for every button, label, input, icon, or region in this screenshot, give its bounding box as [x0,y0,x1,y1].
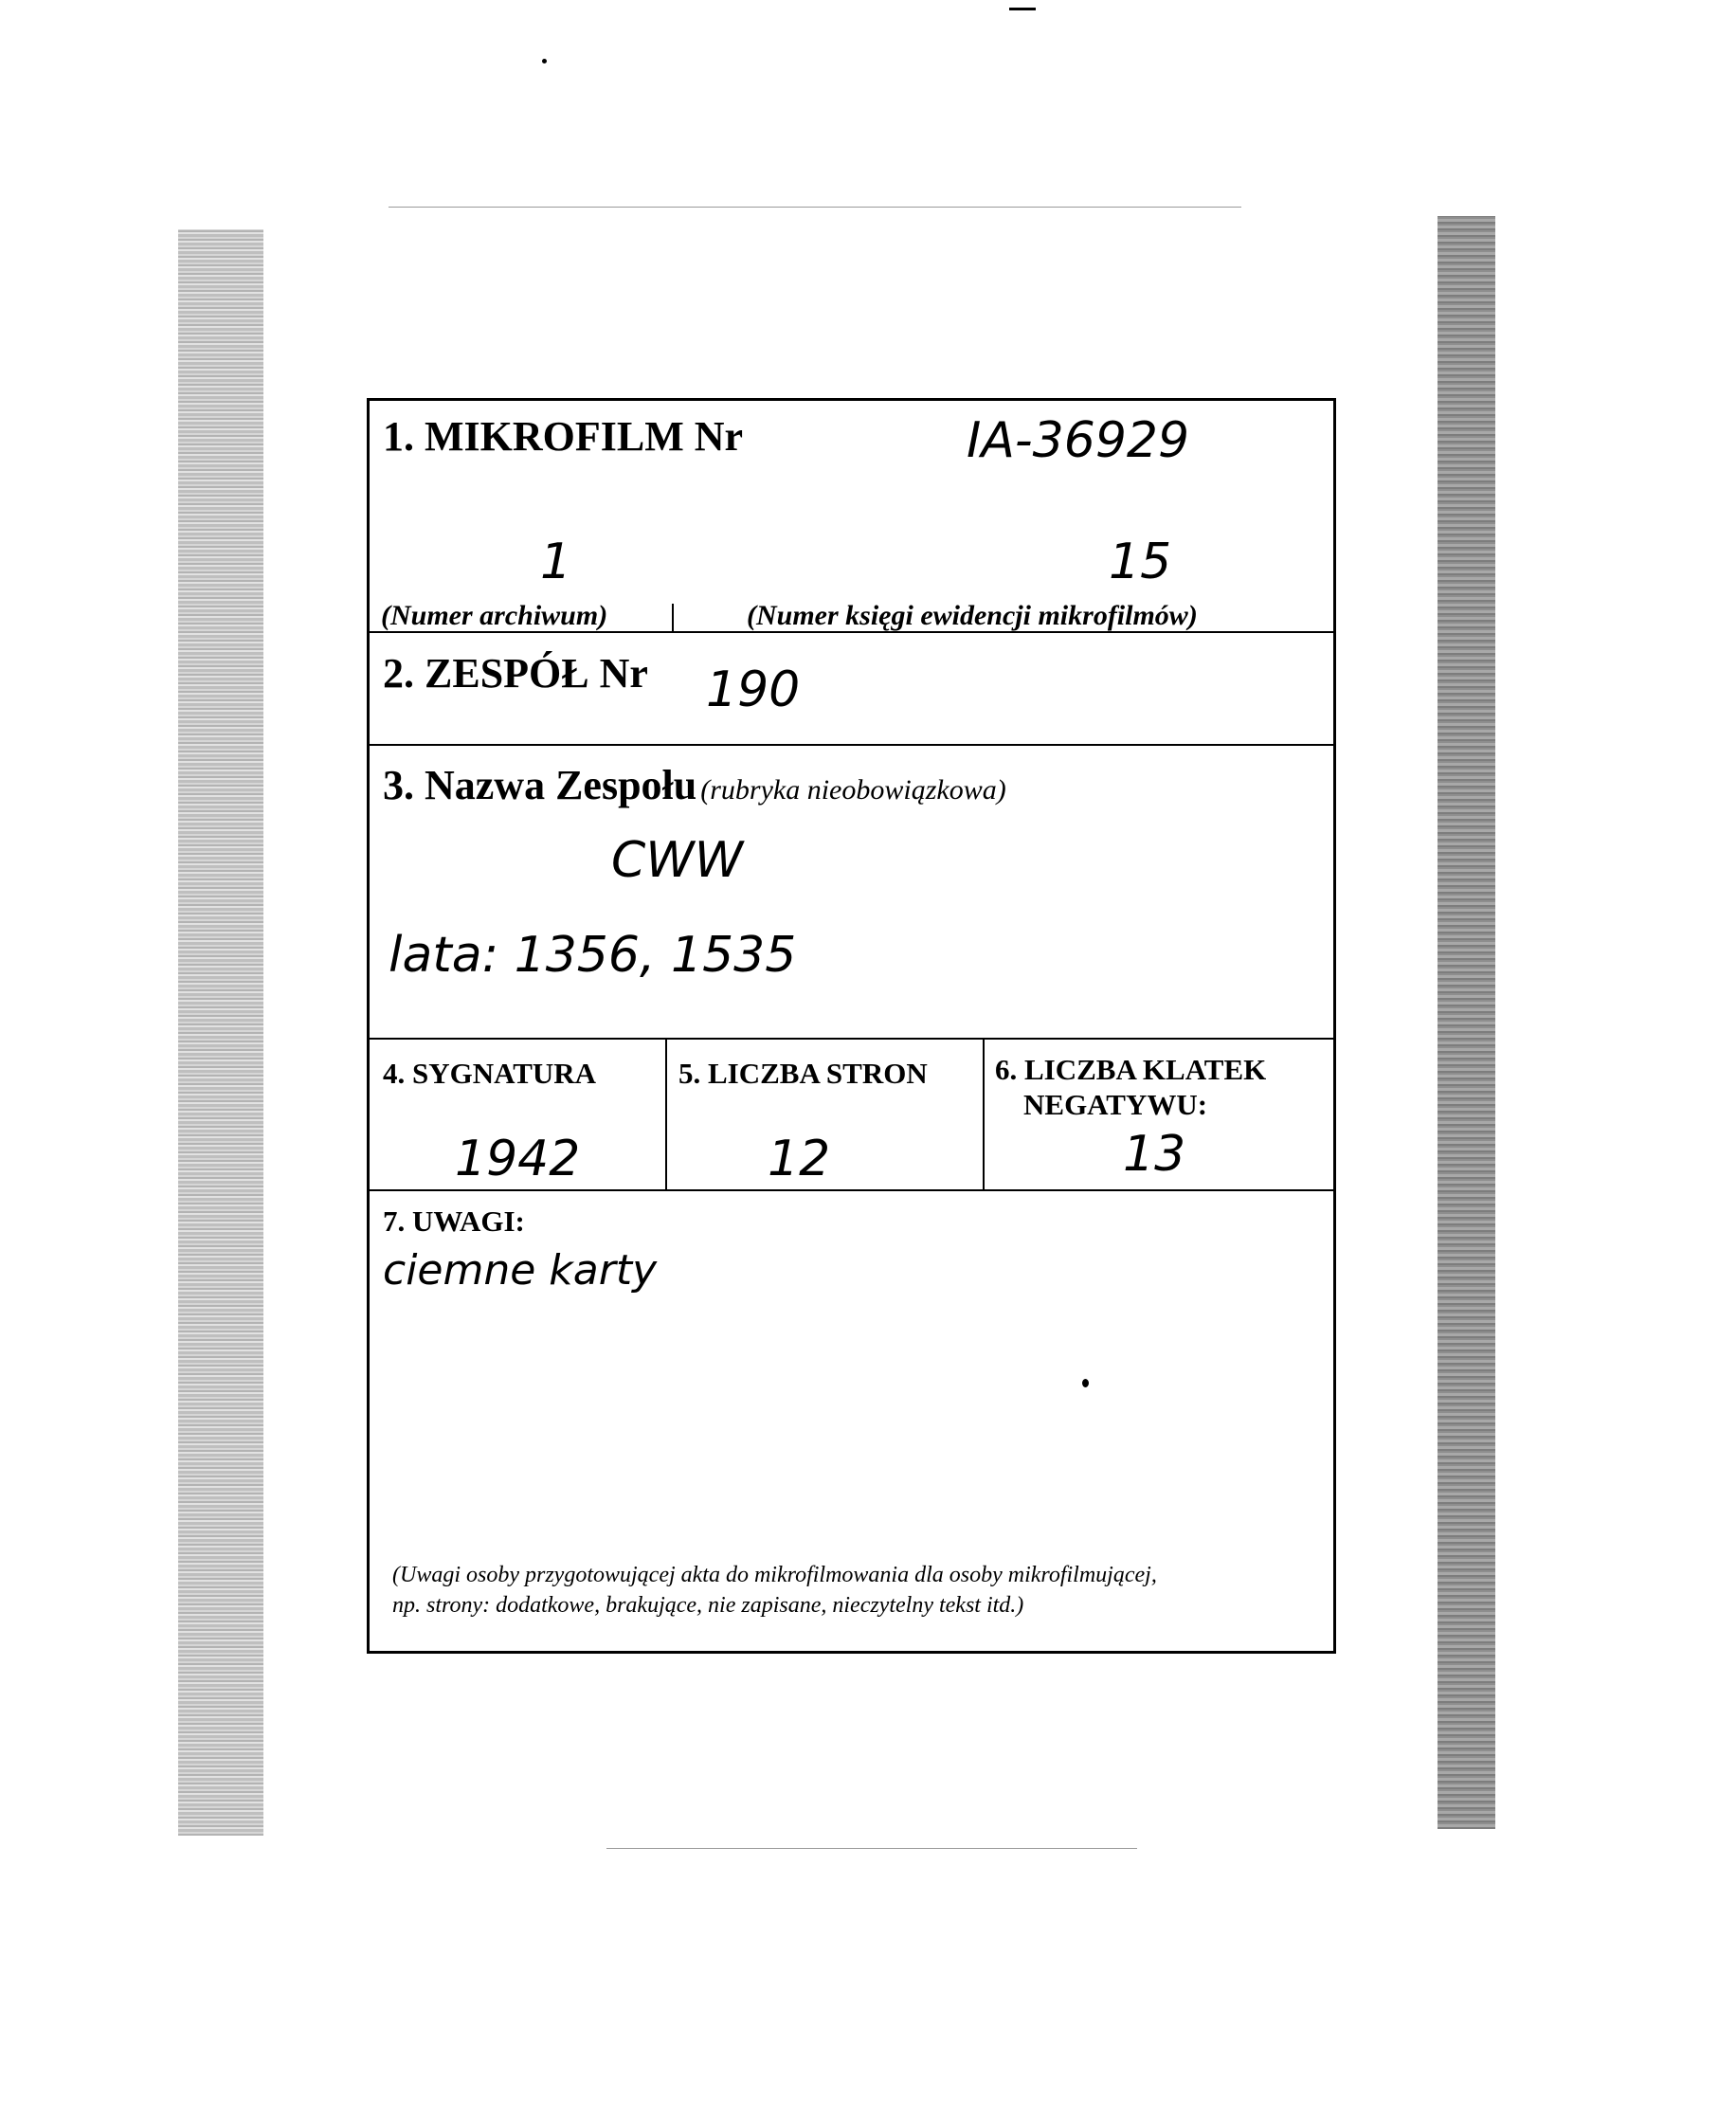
fond-name-value: CWW [611,832,744,889]
fond-label: 2. ZESPÓŁ Nr [383,650,648,697]
frames-label-2: NEGATYWU: [1023,1088,1208,1121]
column-divider [665,1038,667,1189]
archive-number: 1 [540,534,572,590]
remarks-footer-2: np. strony: dodatkowe, brakujące, nie zapisane, nieczytelny tekst itd.) [392,1593,1024,1618]
ledger-caption: (Numer księgi ewidencji mikrofilmów) [747,600,1198,631]
frames-value: 13 [1123,1126,1186,1183]
pages-value: 12 [768,1131,831,1187]
remarks-footer-1: (Uwagi osoby przygotowującej akta do mikrofilmowania dla osoby mikrofilmującej, [392,1563,1157,1587]
divider [370,1038,1333,1040]
microfilm-form [367,398,1336,1654]
scan-edge-right [1438,216,1495,1829]
scan-edge-top [389,207,1241,208]
fond-years: lata: 1356, 1535 [389,927,797,984]
archive-caption: (Numer archiwum) [381,600,608,631]
speck [1082,1379,1089,1387]
fond-name-label: 3. Nazwa Zespołu [383,762,697,808]
divider [370,744,1333,746]
remarks-value: ciemne karty [383,1246,658,1295]
scan-edge-bottom [606,1848,1137,1849]
microfilm-label: 1. MIKROFILM Nr [383,413,744,460]
frames-label-1: 6. LICZBA KLATEK [995,1053,1267,1086]
divider [370,631,1333,633]
microfilm-number: IA-36929 [967,412,1190,469]
ledger-number: 15 [1109,534,1172,590]
signature-label: 4. SYGNATURA [383,1057,597,1090]
remarks-label: 7. UWAGI: [383,1204,525,1238]
fond-name-heading [383,761,1006,809]
signature-value: 1942 [455,1131,581,1187]
column-divider [983,1038,985,1189]
caption-divider [672,604,674,632]
fond-number: 190 [706,661,801,718]
fond-name-note: (rubryka nieobowiązkowa) [700,774,1006,806]
scan-edge-left [178,229,263,1836]
divider [370,1189,1333,1191]
speck [542,59,547,63]
speck [1009,8,1036,10]
pages-label: 5. LICZBA STRON [678,1057,928,1090]
